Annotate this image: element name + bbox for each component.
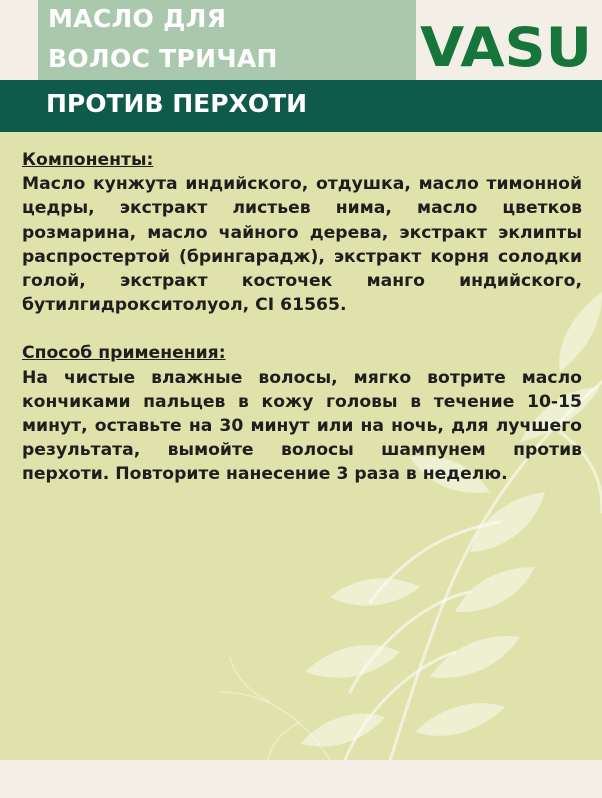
text-content (22, 148, 582, 487)
banner-text: ПРОТИВ ПЕРХОТИ (46, 89, 308, 118)
components-heading: Компоненты: (22, 150, 154, 170)
title-block (38, 0, 416, 80)
components-text: Масло кунжута индийского, отдушка, масло тимонной цедры, экстракт листьев нима, масло цветков розмарина, масло чайного дерева, экстракт эклипты распростертой (брингарадж), экстракт корня солодки голой, экстракт косточек манго индийского, бутилгидрокситолуол, CI 61565. (22, 174, 582, 316)
product-title-line-2: ВОЛОС ТРИЧАП (48, 44, 278, 73)
brand-logo-text: VASU (420, 16, 592, 76)
product-title-line-1: МАСЛО ДЛЯ (48, 4, 227, 33)
banner (0, 80, 602, 132)
content-panel (0, 132, 602, 760)
usage-heading: Способ применения: (22, 343, 226, 364)
bottom-strip (0, 760, 602, 798)
brand-logo (418, 14, 596, 76)
section-spacer (22, 317, 582, 341)
usage-text: На чистые влажные волосы, мягко вотрите масло кончиками пальцев в кожу головы в течение 10-15 минут, оставьте на 30 минут или на ночь, для лучшего результата, вымойте волосы шампунем против перхоти. Повторите нанесение 3 раза в неделю. (22, 367, 582, 485)
